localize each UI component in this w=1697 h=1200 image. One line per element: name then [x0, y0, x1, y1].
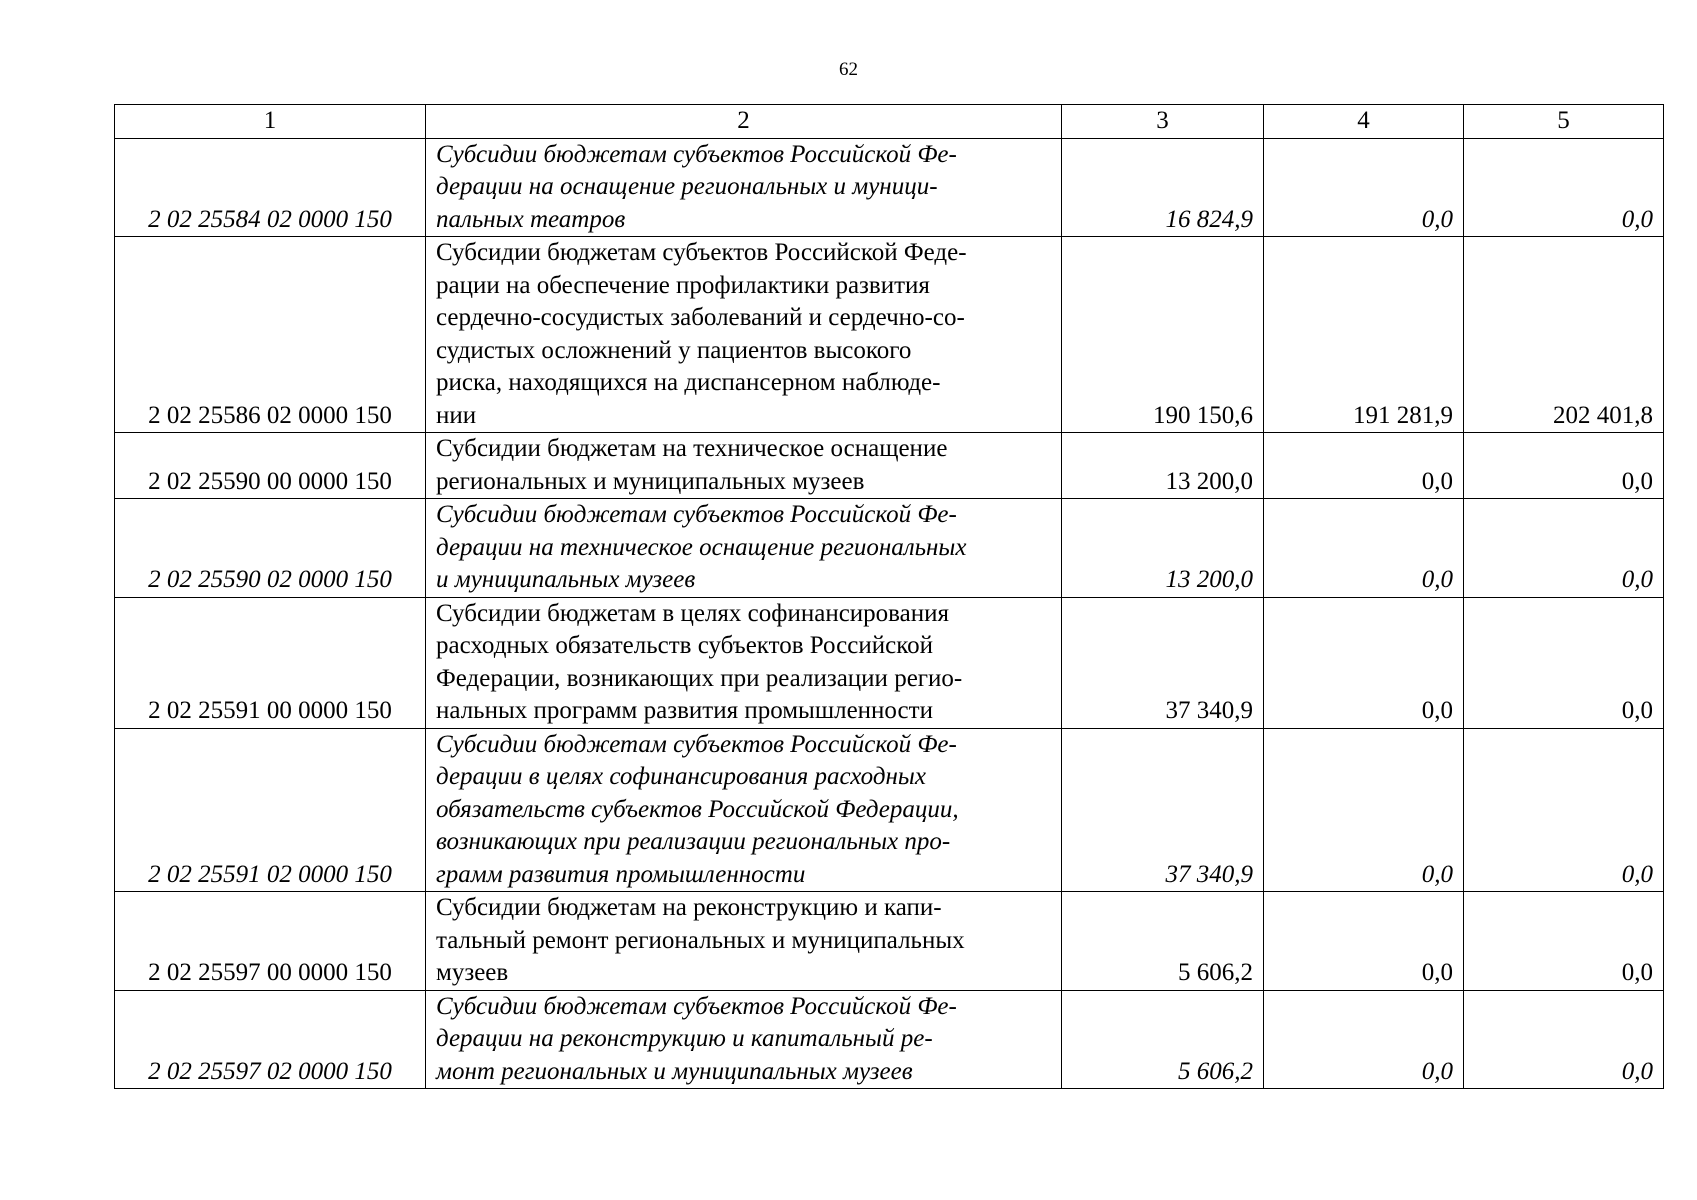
revenue-code-cell: 2 02 25586 02 0000 150: [115, 237, 426, 433]
description-line: Субсидии бюджетам субъектов Российской Фе-: [436, 730, 957, 758]
description-line: судистых осложнений у пациентов высокого: [436, 336, 912, 364]
revenue-code-cell: 2 02 25590 00 0000 150: [115, 433, 426, 499]
amount-cell-col3: 37 340,9: [1062, 597, 1264, 728]
revenue-code-cell: 2 02 25591 02 0000 150: [115, 728, 426, 892]
description-line: расходных обязательств субъектов Российской: [436, 632, 933, 659]
amount-cell-col5: 0,0: [1464, 138, 1664, 237]
description-cell: [426, 728, 1062, 892]
description-line: риска, находящихся на диспансерном наблюде-: [436, 369, 941, 396]
amount-cell-col5: 0,0: [1464, 499, 1664, 598]
description-line: возникающих при реализации региональных про-: [436, 828, 951, 855]
amount-cell-col4: 0,0: [1264, 138, 1464, 237]
description-cell: [426, 990, 1062, 1089]
description-line: сердечно-сосудистых заболеваний и сердечно-со-: [436, 304, 965, 331]
column-header-2: 2: [426, 105, 1062, 139]
amount-cell-col5: 0,0: [1464, 433, 1664, 499]
description-line: монт региональных и муниципальных музеев: [436, 1057, 913, 1085]
table-row: [115, 433, 1664, 499]
amount-cell-col4: 0,0: [1264, 990, 1464, 1089]
amount-cell-col4: 0,0: [1264, 728, 1464, 892]
amount-cell-col4: 0,0: [1264, 597, 1464, 728]
amount-cell-col3: 190 150,6: [1062, 237, 1264, 433]
column-header-4: 4: [1264, 105, 1464, 139]
description-line: Субсидии бюджетам субъектов Российской Фе-: [436, 992, 957, 1020]
description-line: дерации на техническое оснащение региональных: [436, 533, 967, 561]
description-line: Субсидии бюджетам субъектов Российской Фе-: [436, 501, 957, 528]
description-line: тальный ремонт региональных и муниципальных: [436, 926, 965, 954]
amount-cell-col3: 13 200,0: [1062, 433, 1264, 499]
revenue-code-cell: 2 02 25591 00 0000 150: [115, 597, 426, 728]
description-line: дерации на оснащение региональных и муници-: [436, 173, 938, 200]
column-header-3: 3: [1062, 105, 1264, 139]
column-header-1: 1: [115, 105, 426, 139]
budget-table: [114, 104, 1664, 1089]
amount-cell-col4: 0,0: [1264, 433, 1464, 499]
description-cell: [426, 499, 1062, 598]
description-line: Субсидии бюджетам на техническое оснащение: [436, 435, 948, 462]
amount-cell-col5: 0,0: [1464, 990, 1664, 1089]
amount-cell-col4: 0,0: [1264, 892, 1464, 991]
description-line: дерации в целях софинансирования расходных: [436, 763, 926, 790]
amount-cell-col3: 5 606,2: [1062, 990, 1264, 1089]
revenue-code-cell: 2 02 25584 02 0000 150: [115, 138, 426, 237]
description-line: Субсидии бюджетам на реконструкцию и капи-: [436, 894, 942, 921]
amount-cell-col4: 0,0: [1264, 499, 1464, 598]
revenue-code-cell: 2 02 25597 00 0000 150: [115, 892, 426, 991]
column-header-5: 5: [1464, 105, 1664, 139]
table-row: [115, 237, 1664, 433]
amount-cell-col3: 37 340,9: [1062, 728, 1264, 892]
table-row: [115, 499, 1664, 598]
table-row: [115, 990, 1664, 1089]
amount-cell-col5: 0,0: [1464, 597, 1664, 728]
table-row: [115, 138, 1664, 237]
table-row: [115, 892, 1664, 991]
description-cell: [426, 597, 1062, 728]
table-body: [115, 138, 1664, 1089]
amount-cell-col5: 0,0: [1464, 892, 1664, 991]
description-line: пальных театров: [436, 205, 626, 233]
description-line: нальных программ развития промышленности: [436, 697, 933, 724]
description-cell: [426, 138, 1062, 237]
description-cell: [426, 892, 1062, 991]
table-row: [115, 597, 1664, 728]
amount-cell-col3: 16 824,9: [1062, 138, 1264, 237]
description-line: рации на обеспечение профилактики развития: [436, 271, 930, 299]
description-line: Федерации, возникающих при реализации регио-: [436, 664, 963, 692]
description-line: музеев: [436, 959, 509, 986]
revenue-code-cell: 2 02 25597 02 0000 150: [115, 990, 426, 1089]
page-number: 62: [839, 59, 858, 80]
description-line: обязательств субъектов Российской Федерации,: [436, 795, 959, 823]
amount-cell-col4: 191 281,9: [1264, 237, 1464, 433]
revenue-code-cell: 2 02 25590 02 0000 150: [115, 499, 426, 598]
description-line: Субсидии бюджетам субъектов Российской Феде-: [436, 239, 967, 266]
description-line: Субсидии бюджетам субъектов Российской Фе-: [436, 140, 957, 168]
amount-cell-col5: 202 401,8: [1464, 237, 1664, 433]
description-line: дерации на реконструкцию и капитальный ре-: [436, 1025, 933, 1052]
description-line: нии: [436, 401, 477, 429]
amount-cell-col3: 5 606,2: [1062, 892, 1264, 991]
description-cell: [426, 237, 1062, 433]
description-line: региональных и муниципальных музеев: [436, 467, 865, 495]
table-row: [115, 728, 1664, 892]
table-header-row: [115, 105, 1664, 139]
amount-cell-col5: 0,0: [1464, 728, 1664, 892]
description-line: Субсидии бюджетам в целях софинансирования: [436, 599, 950, 627]
amount-cell-col3: 13 200,0: [1062, 499, 1264, 598]
description-line: грамм развития промышленности: [436, 860, 806, 888]
description-cell: [426, 433, 1062, 499]
description-line: и муниципальных музеев: [436, 566, 696, 593]
